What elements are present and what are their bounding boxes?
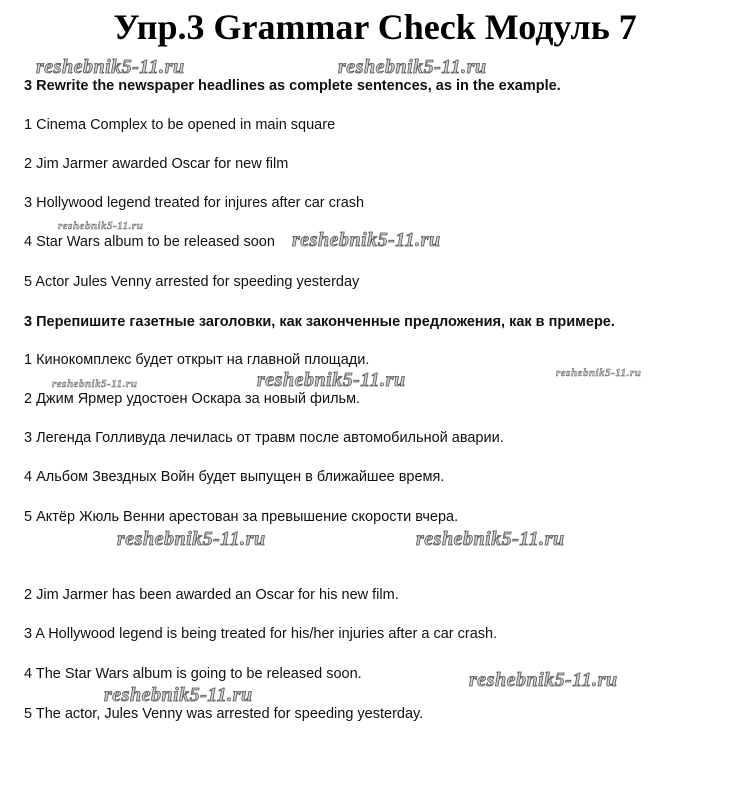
watermark: reshebnik5-11.ru: [58, 220, 144, 232]
answer-item: 4 The Star Wars album is going to be released soon.: [24, 666, 362, 682]
headline-item-ru: 5 Актёр Жюль Венни арестован за превышение скорости вчера.: [24, 509, 459, 525]
headline-item-ru: 3 Легенда Голливуда лечилась от травм после автомобильной аварии.: [24, 430, 504, 446]
watermark: reshebnik5-11.ru: [556, 367, 642, 379]
headline-item: 2 Jim Jarmer awarded Oscar for new film: [24, 156, 289, 172]
headline-item-ru: 4 Альбом Звездных Войн будет выпущен в ближайшее время.: [24, 469, 445, 485]
headline-item: 3 Hollywood legend treated for injures after car crash: [24, 195, 365, 211]
watermark: reshebnik5-11.ru: [292, 229, 441, 251]
watermark: reshebnik5-11.ru: [338, 56, 487, 78]
watermark: reshebnik5-11.ru: [52, 378, 138, 390]
watermark: reshebnik5-11.ru: [257, 369, 406, 391]
headline-item: 5 Actor Jules Venny arrested for speeding yesterday: [24, 274, 360, 290]
headline-item: 4 Star Wars album to be released soon: [24, 234, 275, 250]
watermark: reshebnik5-11.ru: [36, 56, 185, 78]
answer-item: 2 Jim Jarmer has been awarded an Oscar for his new film.: [24, 587, 399, 603]
headline-item-ru: 2 Джим Ярмер удостоен Оскара за новый фильм.: [24, 391, 361, 407]
task-heading-en: 3 Rewrite the newspaper headlines as complete sentences, as in the example.: [24, 78, 561, 94]
headline-item-ru: 1 Кинокомплекс будет открыт на главной площади.: [24, 352, 370, 368]
page-title: Упр.3 Grammar Check Модуль 7: [113, 7, 637, 47]
headline-item: 1 Cinema Complex to be opened in main square: [24, 117, 336, 133]
answer-item: 5 The actor, Jules Venny was arrested for speeding yesterday.: [24, 706, 424, 722]
watermark: reshebnik5-11.ru: [416, 528, 565, 550]
task-heading-ru: 3 Перепишите газетные заголовки, как законченные предложения, как в примере.: [24, 314, 615, 330]
watermark: reshebnik5-11.ru: [469, 669, 618, 691]
watermark: reshebnik5-11.ru: [117, 528, 266, 550]
answer-item: 3 A Hollywood legend is being treated for his/her injuries after a car crash.: [24, 626, 498, 642]
watermark: reshebnik5-11.ru: [104, 684, 253, 706]
